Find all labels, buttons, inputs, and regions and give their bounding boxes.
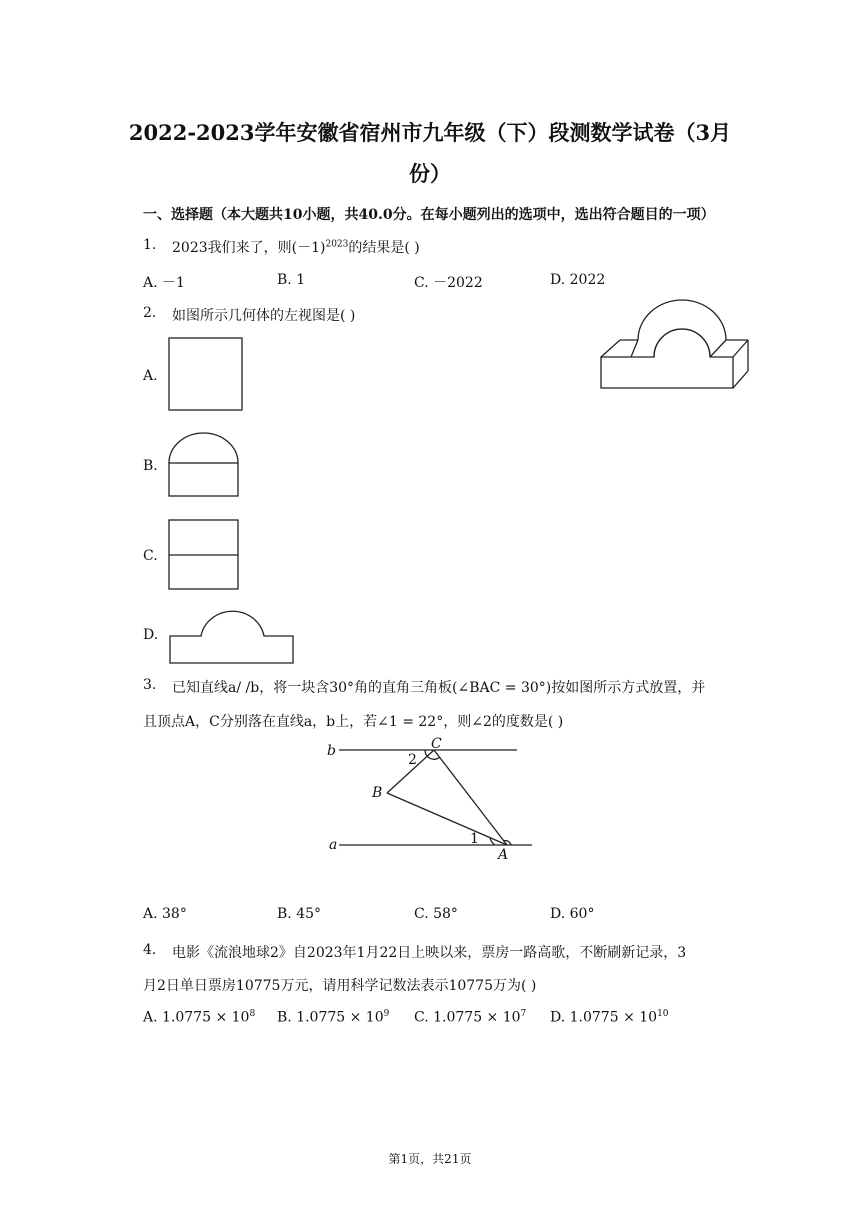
question-3-number: 3. <box>143 677 157 693</box>
q2-option-c-label: C. <box>143 548 158 564</box>
q3-option-c: C. 58° <box>414 906 458 922</box>
q2-option-d-label: D. <box>143 627 159 643</box>
question-3-line2: 且顶点A，C分别落在直线a，b上，若∠1 = 22°，则∠2的度数是( ) <box>143 714 564 730</box>
question-4-line2: 月2日单日票房10775万元，请用科学记数法表示10775万为( ) <box>143 978 537 994</box>
label-b-vertex: B <box>372 785 383 801</box>
q4-option-a-base: A. 1.0775 × 10 <box>143 1009 250 1026</box>
q4-option-a <box>143 1009 255 1026</box>
question-1-number: 1. <box>143 237 157 253</box>
question-2-number: 2. <box>143 305 157 321</box>
q4-option-d-exp: 10 <box>657 1009 669 1019</box>
q4-option-b <box>277 1009 389 1026</box>
q3-option-a: A. 38° <box>143 906 187 922</box>
q1-option-d: D. 2022 <box>550 272 606 288</box>
q1-option-b: B. 1 <box>277 272 306 288</box>
q4-option-b-exp: 9 <box>383 1009 390 1019</box>
angle-1-label: 1 <box>470 831 479 847</box>
angle-2-label: 2 <box>408 752 417 768</box>
label-a: a <box>329 837 338 853</box>
q4-option-c-base: C. 1.0775 × 10 <box>414 1009 521 1026</box>
question-1-text-pre: 2023我们来了，则(－1) <box>172 240 326 256</box>
page-footer: 第1页，共21页 <box>388 1152 472 1166</box>
q3-option-d: D. 60° <box>550 906 595 922</box>
q4-option-c-exp: 7 <box>520 1009 527 1019</box>
q4-option-d-base: D. 1.0775 × 10 <box>550 1009 658 1026</box>
question-4-line1: 电影《流浪地球2》自2023年1月22日上映以来，票房一路高歌，不断刷新记录，3 <box>172 945 687 961</box>
question-1-text-post: 的结果是( ) <box>348 240 420 256</box>
question-1-text <box>172 237 420 257</box>
question-2-text: 如图所示几何体的左视图是( ) <box>172 308 356 324</box>
question-4-number: 4. <box>143 942 157 958</box>
q2-option-d-figure <box>168 603 296 665</box>
label-c: C <box>431 736 442 752</box>
q2-solid-figure <box>598 305 750 391</box>
label-a-vertex: A <box>498 847 509 863</box>
q4-option-a-exp: 8 <box>249 1009 256 1019</box>
q1-option-c: C. －2022 <box>414 275 483 291</box>
q2-option-c-figure <box>168 519 240 591</box>
q2-option-b-label: B. <box>143 458 158 474</box>
q4-option-b-base: B. 1.0775 × 10 <box>277 1009 384 1026</box>
q4-option-d <box>550 1009 669 1026</box>
q2-option-a-figure <box>168 337 244 413</box>
page-title-line1: 2022-2023学年安徽省宿州市九年级（下）段测数学试卷（3月 <box>128 120 732 145</box>
q2-option-b-figure <box>168 430 240 498</box>
q3-option-b: B. 45° <box>277 906 322 922</box>
q2-option-a-label: A. <box>143 368 158 384</box>
label-b: b <box>327 743 336 759</box>
q1-option-a: A. －1 <box>143 275 185 291</box>
q4-option-c <box>414 1009 526 1026</box>
question-1-exponent: 2023 <box>325 239 349 250</box>
section-header: 一、选择题（本大题共10小题，共40.0分。在每小题列出的选项中，选出符合题目的一项） <box>143 207 715 223</box>
question-3-line1: 已知直线a/ /b，将一块含30°角的直角三角板(∠BAC = 30°)按如图所示方式放置，并 <box>172 680 706 696</box>
page-title-line2: 份） <box>409 161 451 186</box>
